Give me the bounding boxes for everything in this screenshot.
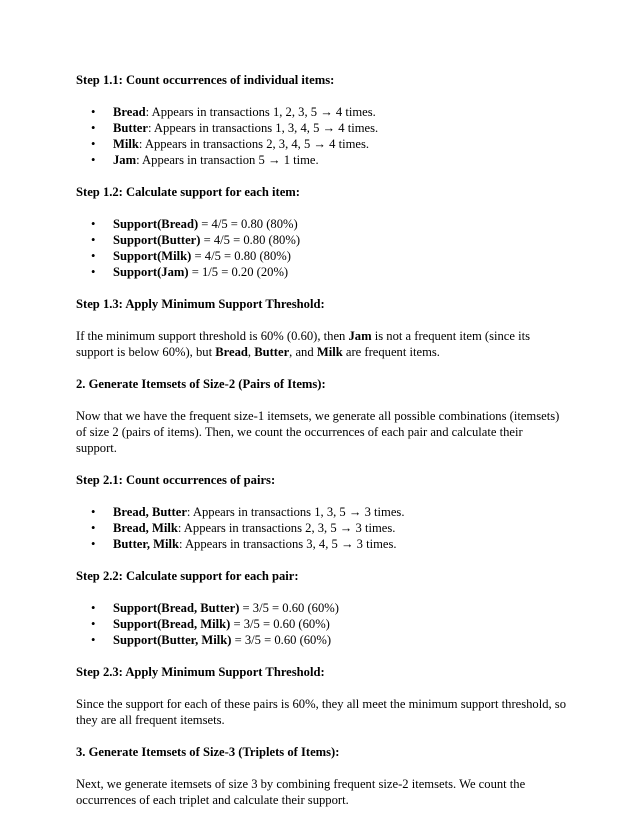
step-1-3-paragraph: [76, 328, 566, 360]
bullet: •: [91, 217, 96, 231]
step-2-1-list: [76, 504, 566, 552]
item-term: Support(Jam): [113, 265, 189, 279]
term-jam: Jam: [348, 329, 372, 343]
section-3-heading: 3. Generate Itemsets of Size-3 (Triplets of Items):: [76, 745, 340, 759]
item-text: = 3/5 = 0.60 (60%): [239, 601, 339, 615]
item-text: = 3/5 = 0.60 (60%): [231, 633, 332, 647]
term-butter: Butter: [254, 345, 290, 359]
bullet: •: [91, 601, 96, 615]
step-1-1-heading: Step 1.1: Count occurrences of individual items:: [76, 73, 335, 87]
step-2-2-heading: Step 2.2: Calculate support for each pair:: [76, 569, 299, 583]
text-run: are frequent items.: [342, 345, 440, 359]
item-text: : Appears in transactions 1, 2, 3, 5 → 4 times.: [145, 105, 376, 119]
list-item: [76, 152, 566, 168]
section-2-paragraph: Now that we have the frequent size-1 itemsets, we generate all possible combinations (itemsets) of size 2 (pairs of items). Then, we count the occurrences of each pair and calculate their support.: [76, 409, 560, 455]
text-run: , and: [289, 345, 317, 359]
list-item: [76, 520, 566, 536]
step-1-3-heading: Step 1.3: Apply Minimum Support Threshold:: [76, 297, 325, 311]
item-text: : Appears in transactions 1, 3, 4, 5 → 4 times.: [147, 121, 379, 135]
item-term: Support(Butter, Milk): [113, 633, 232, 647]
step-1-1-list: [76, 104, 566, 168]
step-1-2-heading: Step 1.2: Calculate support for each item:: [76, 185, 300, 199]
item-text: = 1/5 = 0.20 (20%): [188, 265, 289, 279]
bullet: •: [91, 521, 96, 535]
bullet: •: [91, 617, 96, 631]
item-term: Support(Butter): [113, 233, 201, 247]
list-item: [76, 600, 566, 616]
bullet: •: [91, 137, 96, 151]
item-term: Bread, Milk: [113, 521, 178, 535]
step-1-2-list: [76, 216, 566, 280]
item-text: = 3/5 = 0.60 (60%): [230, 617, 330, 631]
term-bread: Bread: [215, 345, 248, 359]
list-item: [76, 136, 566, 152]
list-item: [76, 504, 566, 520]
bullet: •: [91, 153, 96, 167]
item-term: Butter, Milk: [113, 537, 179, 551]
item-text: = 4/5 = 0.80 (80%): [198, 217, 298, 231]
item-text: : Appears in transactions 3, 4, 5 → 3 times.: [179, 537, 397, 551]
list-item: [76, 232, 566, 248]
bullet: •: [91, 233, 96, 247]
bullet: •: [91, 121, 96, 135]
term-milk: Milk: [316, 345, 343, 359]
bullet: •: [91, 537, 96, 551]
item-term: Bread: [113, 105, 146, 119]
bullet: •: [91, 633, 96, 647]
list-item: [76, 216, 566, 232]
section-2-heading: 2. Generate Itemsets of Size-2 (Pairs of Items):: [76, 377, 326, 391]
item-term: Support(Bread, Milk): [113, 617, 231, 631]
step-2-3-heading: Step 2.3: Apply Minimum Support Threshold:: [76, 665, 325, 679]
text-run: ,: [247, 345, 255, 359]
list-item: [76, 536, 566, 552]
item-text: = 4/5 = 0.80 (80%): [191, 249, 291, 263]
item-term: Bread, Butter: [113, 505, 187, 519]
item-text: : Appears in transactions 2, 3, 5 → 3 times.: [177, 521, 396, 535]
bullet: •: [91, 265, 96, 279]
bullet: •: [91, 505, 96, 519]
text-run: If the minimum support threshold is 60% (0.60), then: [76, 329, 349, 343]
step-2-2-list: [76, 600, 566, 648]
list-item: [76, 104, 566, 120]
item-term: Jam: [113, 153, 137, 167]
item-term: Milk: [113, 137, 139, 151]
list-item: [76, 616, 566, 632]
list-item: [76, 264, 566, 280]
document-content: [76, 72, 566, 808]
step-2-1-heading: Step 2.1: Count occurrences of pairs:: [76, 473, 276, 487]
item-term: Support(Milk): [113, 249, 192, 263]
list-item: [76, 120, 566, 136]
item-term: Support(Bread): [113, 217, 199, 231]
item-text: : Appears in transactions 1, 3, 5 → 3 times.: [186, 505, 405, 519]
section-3-paragraph: Next, we generate itemsets of size 3 by combining frequent size-2 itemsets. We count the occurrences of each triplet and calculate their support.: [76, 777, 526, 807]
item-term: Butter: [113, 121, 148, 135]
bullet: •: [91, 249, 96, 263]
step-2-3-paragraph: Since the support for each of these pairs is 60%, they all meet the minimum support threshold, so they are all frequent itemsets.: [76, 697, 567, 727]
item-term: Support(Bread, Butter): [113, 601, 240, 615]
bullet: •: [91, 105, 96, 119]
text-run: is not a frequent item (since its support is below 60%), but: [76, 329, 531, 359]
item-text: : Appears in transactions 2, 3, 4, 5 → 4 times.: [138, 137, 370, 151]
item-text: : Appears in transaction 5 → 1 time.: [136, 153, 319, 167]
list-item: [76, 632, 566, 648]
item-text: = 4/5 = 0.80 (80%): [200, 233, 301, 247]
list-item: [76, 248, 566, 264]
